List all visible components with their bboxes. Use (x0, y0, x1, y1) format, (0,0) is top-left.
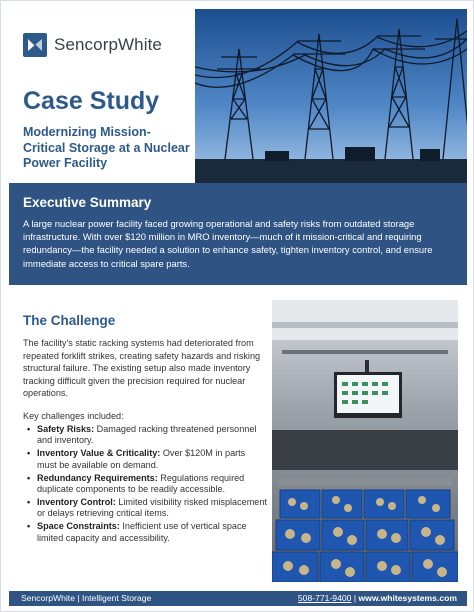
header-title-block (9, 9, 195, 183)
list-item (27, 473, 267, 496)
page-subtitle: Modernizing Mission-Critical Storage at a Nuclear Power Facility (23, 125, 190, 170)
list-item (27, 448, 267, 471)
list-item (27, 497, 267, 520)
list-item-label: Safety Risks: (37, 424, 95, 434)
list-item (27, 521, 267, 544)
executive-summary-band (9, 183, 467, 285)
list-item-text: Regulations required duplicate components to be readily accessible. (37, 472, 245, 495)
footer-website-link[interactable]: www.whitesystems.com (358, 593, 457, 603)
power-transmission-towers-photo (195, 9, 467, 183)
list-item-label: Inventory Value & Criticality: (37, 448, 161, 459)
footer-phone-link[interactable]: 508-771-9400 (297, 593, 352, 603)
key-challenges-list (27, 424, 267, 546)
footer-separator: | (351, 593, 359, 603)
page-footer (9, 591, 467, 606)
automated-storage-bins-photo (272, 300, 458, 582)
key-challenges-intro: Key challenges included: (23, 411, 124, 421)
list-item-text: Inefficient use of vertical space limited capacity and accessibility. (37, 521, 247, 543)
list-item-label: Space Constraints: (37, 521, 120, 532)
executive-summary-text: A large nuclear power facility faced growing operational and safety risks from outdated storage infrastructure. With over $120 million in MRO inventory—much of it mission-critical and requiring redundancy—the facility needed a solution to enhance safety, tighten inventory control, and ensure immediate access to critical spare parts. (23, 218, 433, 269)
footer-contact (298, 593, 457, 603)
list-item-label: Redundancy Requirements: (37, 472, 158, 483)
list-item-label: Inventory Control: (37, 496, 116, 507)
page-title: Case Study (23, 87, 160, 115)
footer-brand: SencorpWhite | Intelligent Storage (21, 593, 152, 603)
challenge-heading: The Challenge (23, 313, 116, 328)
executive-summary-heading: Executive Summary (23, 195, 152, 210)
sencorpwhite-logo-icon (23, 33, 47, 57)
list-item-text: Limited visibility risked misplacement or delays retrieving critical items. (37, 496, 267, 519)
list-item-text: Damaged racking threatened personnel and inventory. (37, 424, 257, 446)
list-item (27, 424, 267, 447)
brand-logo (23, 33, 162, 57)
challenge-text: The facility's static racking systems had deteriorated from repeated forklift strikes, creating safety hazards and risking structural failure. The existing setup also made inventory tracking difficult given the precision required for nuclear operations. (23, 338, 261, 399)
list-item-text: Over $120M in parts must be available on demand. (37, 448, 246, 470)
brand-name: SencorpWhite (54, 35, 162, 54)
